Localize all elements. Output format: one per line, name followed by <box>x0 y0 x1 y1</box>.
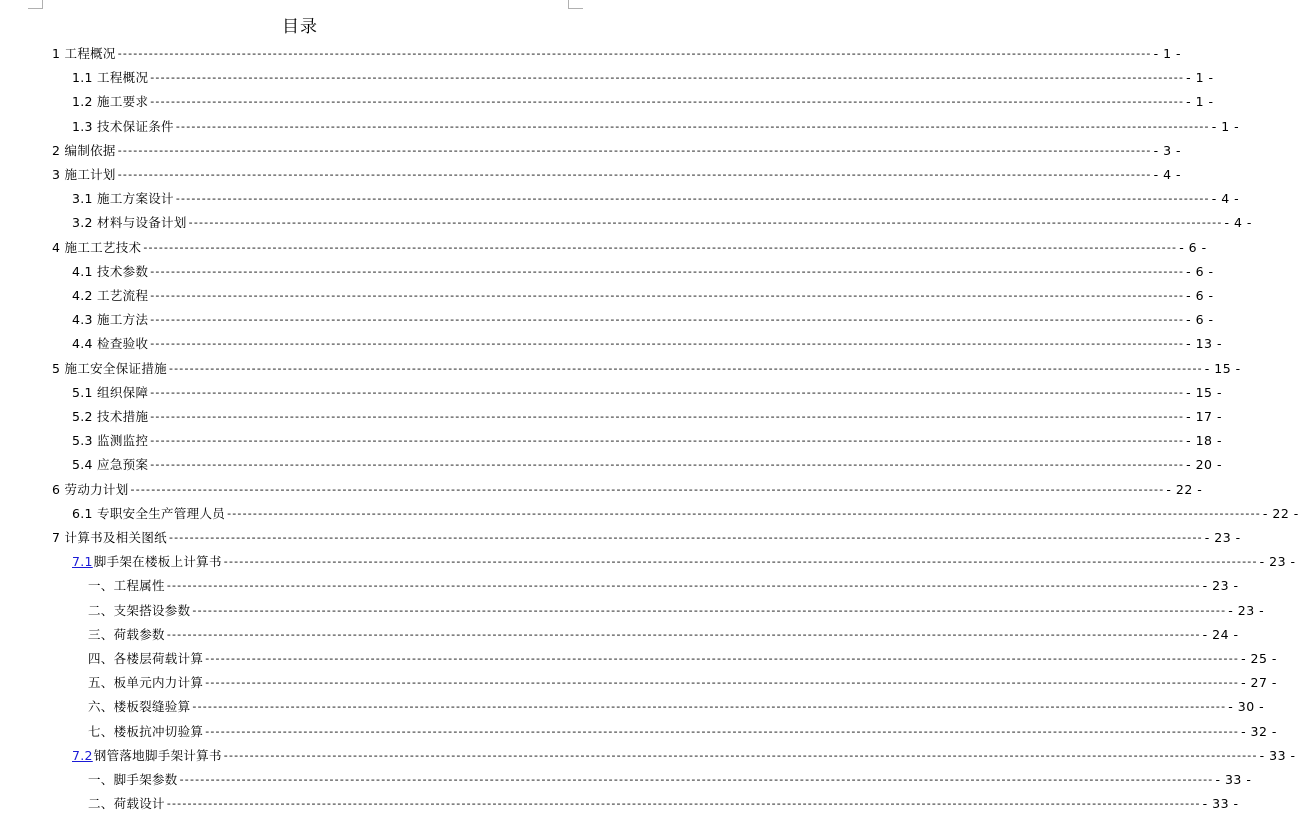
toc-entry-page-number: - 6 - <box>1186 288 1214 303</box>
toc-entry[interactable] <box>52 236 1207 260</box>
toc-dot-leader: -------------------------------------------------------------------------------------------------------------------------------------------------------------------------------------------------------- <box>223 748 1258 762</box>
toc-entry-page-number: - 20 - <box>1186 457 1222 473</box>
toc-entry-page-number: - 6 - <box>1179 239 1207 255</box>
toc-entry-label: 2 编制依据 <box>52 142 116 158</box>
toc-entry-page-number: - 1 - <box>1211 118 1240 134</box>
toc-entry-page-number: - 3 - <box>1153 142 1182 158</box>
toc-dot-leader: -------------------------------------------------------------------------------------------------------------------------------------------------------------------------------------------------------- <box>150 410 1185 423</box>
toc-entry-page-number: - 4 - <box>1211 191 1240 207</box>
toc-entry[interactable] <box>88 695 1265 719</box>
toc-entry-page-number: - 27 - <box>1241 675 1277 691</box>
toc-dot-leader: -------------------------------------------------------------------------------------------------------------------------------------------------------------------------------------------------------- <box>150 264 1185 278</box>
toc-entry[interactable] <box>72 502 1299 526</box>
toc-entry-label: 5.3 监测监控 <box>72 433 149 449</box>
toc-entry-label: 5.2 技术措施 <box>72 409 149 424</box>
toc-entry-page-number: - 15 - <box>1204 360 1241 376</box>
toc-entry-label: 二、支架搭设参数 <box>88 602 191 618</box>
toc-dot-leader: -------------------------------------------------------------------------------------------------------------------------------------------------------------------------------------------------------- <box>192 603 1227 617</box>
toc-dot-leader: -------------------------------------------------------------------------------------------------------------------------------------------------------------------------------------------------------- <box>166 579 1201 593</box>
toc-entry[interactable] <box>88 599 1265 623</box>
toc-entry[interactable] <box>72 187 1240 211</box>
toc-entry[interactable] <box>72 453 1222 477</box>
toc-entry-page-number: - 17 - <box>1186 409 1222 424</box>
toc-dot-leader: -------------------------------------------------------------------------------------------------------------------------------------------------------------------------------------------------------- <box>175 192 1210 206</box>
toc-dot-leader: -------------------------------------------------------------------------------------------------------------------------------------------------------------------------------------------------------- <box>150 385 1185 399</box>
toc-entry-page-number: - 22 - <box>1166 481 1203 497</box>
toc-entry-page-number: - 1 - <box>1153 46 1182 61</box>
toc-entry[interactable] <box>72 308 1214 332</box>
toc-dot-leader: -------------------------------------------------------------------------------------------------------------------------------------------------------------------------------------------------------- <box>179 773 1214 786</box>
toc-entry-label: 七、楼板抗冲切验算 <box>88 723 204 739</box>
toc-entry-page-number: - 1 - <box>1186 70 1214 86</box>
toc-dot-leader: -------------------------------------------------------------------------------------------------------------------------------------------------------------------------------------------------------- <box>117 47 1152 60</box>
toc-entry-label: 5.1 组织保障 <box>72 384 149 400</box>
toc-dot-leader: -------------------------------------------------------------------------------------------------------------------------------------------------------------------------------------------------------- <box>205 724 1240 738</box>
toc-entry-page-number: - 23 - <box>1202 578 1239 594</box>
toc-entry[interactable] <box>72 550 1296 574</box>
toc-entry[interactable] <box>88 720 1277 744</box>
toc-entry[interactable] <box>72 744 1296 768</box>
toc-entry-label-text: 脚手架在楼板上计算书 <box>93 554 222 570</box>
toc-entry-page-number: - 23 - <box>1228 602 1265 618</box>
toc-entry[interactable] <box>72 66 1214 90</box>
toc-entry-page-number: - 1 - <box>1186 94 1214 110</box>
toc-dot-leader: -------------------------------------------------------------------------------------------------------------------------------------------------------------------------------------------------------- <box>150 71 1185 85</box>
toc-entry-label: 1 工程概况 <box>52 46 116 61</box>
toc-entry-page-number: - 32 - <box>1241 723 1277 739</box>
toc-entry-page-number: - 25 - <box>1241 651 1277 666</box>
toc-title: 目录 <box>282 17 318 37</box>
page-corner-mark-right <box>568 0 583 9</box>
toc-dot-leader: -------------------------------------------------------------------------------------------------------------------------------------------------------------------------------------------------------- <box>150 458 1185 472</box>
toc-entry-page-number: - 4 - <box>1153 167 1182 182</box>
toc-entry-label: 5 施工安全保证措施 <box>52 360 167 376</box>
toc-entry-link-number[interactable]: 7.2 <box>72 747 93 763</box>
toc-entry[interactable] <box>72 90 1214 114</box>
toc-entry-label: 六、楼板裂缝验算 <box>88 699 191 715</box>
toc-entry[interactable] <box>72 211 1252 235</box>
toc-entry[interactable] <box>88 768 1252 792</box>
toc-entry-page-number: - 23 - <box>1204 530 1241 545</box>
toc-entry-page-number: - 13 - <box>1186 336 1222 352</box>
toc-dot-leader: -------------------------------------------------------------------------------------------------------------------------------------------------------------------------------------------------------- <box>205 652 1240 665</box>
toc-entry-page-number: - 6 - <box>1186 312 1214 328</box>
toc-entry[interactable] <box>88 671 1277 695</box>
toc-dot-leader: -------------------------------------------------------------------------------------------------------------------------------------------------------------------------------------------------------- <box>223 555 1258 569</box>
toc-entry-page-number: - 33 - <box>1202 796 1239 812</box>
toc-entry[interactable] <box>52 478 1203 502</box>
toc-entry[interactable] <box>88 647 1277 671</box>
toc-dot-leader: -------------------------------------------------------------------------------------------------------------------------------------------------------------------------------------------------------- <box>168 361 1203 375</box>
toc-entry[interactable] <box>88 574 1239 598</box>
toc-entry-label: 1.2 施工要求 <box>72 94 149 110</box>
toc-entry-label: 一、脚手架参数 <box>88 772 178 787</box>
toc-entry-label: 5.4 应急预案 <box>72 457 149 473</box>
toc-entry-label: 五、板单元内力计算 <box>88 675 204 691</box>
toc-entry-link-number[interactable]: 7.1 <box>72 554 93 570</box>
toc-entry[interactable] <box>52 163 1182 187</box>
toc-entry-page-number: - 33 - <box>1259 747 1296 763</box>
toc-entry[interactable] <box>52 42 1182 66</box>
toc-entry-page-number: - 15 - <box>1186 384 1222 400</box>
toc-dot-leader: -------------------------------------------------------------------------------------------------------------------------------------------------------------------------------------------------------- <box>166 627 1201 641</box>
toc-entry[interactable] <box>72 405 1222 429</box>
toc-entry[interactable] <box>52 139 1182 163</box>
toc-entry-label: 3.2 材料与设备计划 <box>72 215 187 231</box>
toc-dot-leader: -------------------------------------------------------------------------------------------------------------------------------------------------------------------------------------------------------- <box>150 434 1185 448</box>
page-corner-mark-left <box>28 0 43 9</box>
toc-entry-label: 6 劳动力计划 <box>52 481 129 497</box>
toc-entry-page-number: - 30 - <box>1228 699 1265 715</box>
toc-entry[interactable] <box>52 526 1241 550</box>
toc-entry-page-number: - 23 - <box>1259 554 1296 570</box>
toc-dot-leader: -------------------------------------------------------------------------------------------------------------------------------------------------------------------------------------------------------- <box>150 95 1185 109</box>
toc-entry[interactable] <box>52 357 1241 381</box>
toc-dot-leader: -------------------------------------------------------------------------------------------------------------------------------------------------------------------------------------------------------- <box>192 700 1227 714</box>
toc-entry-label: 四、各楼层荷载计算 <box>88 651 204 666</box>
toc-entry[interactable] <box>72 115 1240 139</box>
toc-entry-label: 二、荷载设计 <box>88 796 165 812</box>
toc-entry-label: 4.2 工艺流程 <box>72 288 149 303</box>
toc-entry-label <box>72 550 222 574</box>
toc-dot-leader: -------------------------------------------------------------------------------------------------------------------------------------------------------------------------------------------------------- <box>130 482 1165 496</box>
toc-entry[interactable] <box>88 623 1239 647</box>
toc-dot-leader: -------------------------------------------------------------------------------------------------------------------------------------------------------------------------------------------------------- <box>143 240 1178 254</box>
toc-entry[interactable] <box>72 260 1214 284</box>
toc-entry-label: 4.4 检查验收 <box>72 336 149 352</box>
toc-entry-label: 4.3 施工方法 <box>72 312 149 328</box>
toc-entry-label: 1.1 工程概况 <box>72 70 149 86</box>
toc-dot-leader: -------------------------------------------------------------------------------------------------------------------------------------------------------------------------------------------------------- <box>227 506 1261 520</box>
toc-entry[interactable] <box>72 429 1222 453</box>
toc-dot-leader: -------------------------------------------------------------------------------------------------------------------------------------------------------------------------------------------------------- <box>117 168 1152 181</box>
toc-entry-page-number: - 33 - <box>1215 772 1252 787</box>
toc-entry-page-number: - 22 - <box>1262 505 1299 521</box>
toc-dot-leader: -------------------------------------------------------------------------------------------------------------------------------------------------------------------------------------------------------- <box>117 143 1152 157</box>
toc-dot-leader: -------------------------------------------------------------------------------------------------------------------------------------------------------------------------------------------------------- <box>175 119 1210 133</box>
toc-entry-page-number: - 18 - <box>1186 433 1222 449</box>
toc-dot-leader: -------------------------------------------------------------------------------------------------------------------------------------------------------------------------------------------------------- <box>166 797 1201 811</box>
toc-entry-label: 一、工程属性 <box>88 578 165 594</box>
toc-entry-label: 4.1 技术参数 <box>72 263 149 279</box>
toc-entry-label: 3 施工计划 <box>52 167 116 182</box>
toc-entry[interactable] <box>72 284 1214 308</box>
toc-dot-leader: -------------------------------------------------------------------------------------------------------------------------------------------------------------------------------------------------------- <box>150 337 1185 351</box>
toc-dot-leader: -------------------------------------------------------------------------------------------------------------------------------------------------------------------------------------------------------- <box>188 216 1223 230</box>
toc-entry[interactable] <box>88 792 1239 816</box>
toc-dot-leader: -------------------------------------------------------------------------------------------------------------------------------------------------------------------------------------------------------- <box>150 313 1185 327</box>
toc-entry-label: 1.3 技术保证条件 <box>72 118 174 134</box>
toc-entry-page-number: - 4 - <box>1224 215 1252 231</box>
toc-entry-label: 3.1 施工方案设计 <box>72 191 174 207</box>
toc-entry-label: 6.1 专职安全生产管理人员 <box>72 505 226 521</box>
toc-entry-label <box>72 744 222 768</box>
toc-entry[interactable] <box>72 332 1222 356</box>
toc-dot-leader: -------------------------------------------------------------------------------------------------------------------------------------------------------------------------------------------------------- <box>205 676 1240 690</box>
toc-entry-label: 三、荷载参数 <box>88 626 165 642</box>
toc-entry-label-text: 钢管落地脚手架计算书 <box>93 747 222 763</box>
toc-entry-page-number: - 24 - <box>1202 626 1239 642</box>
toc-dot-leader: -------------------------------------------------------------------------------------------------------------------------------------------------------------------------------------------------------- <box>150 289 1185 302</box>
toc-dot-leader: -------------------------------------------------------------------------------------------------------------------------------------------------------------------------------------------------------- <box>168 531 1203 544</box>
toc-entry-page-number: - 6 - <box>1186 263 1214 279</box>
toc-entry-label: 7 计算书及相关图纸 <box>52 530 167 545</box>
toc-entry[interactable] <box>72 381 1222 405</box>
toc-entry-label: 4 施工工艺技术 <box>52 239 142 255</box>
